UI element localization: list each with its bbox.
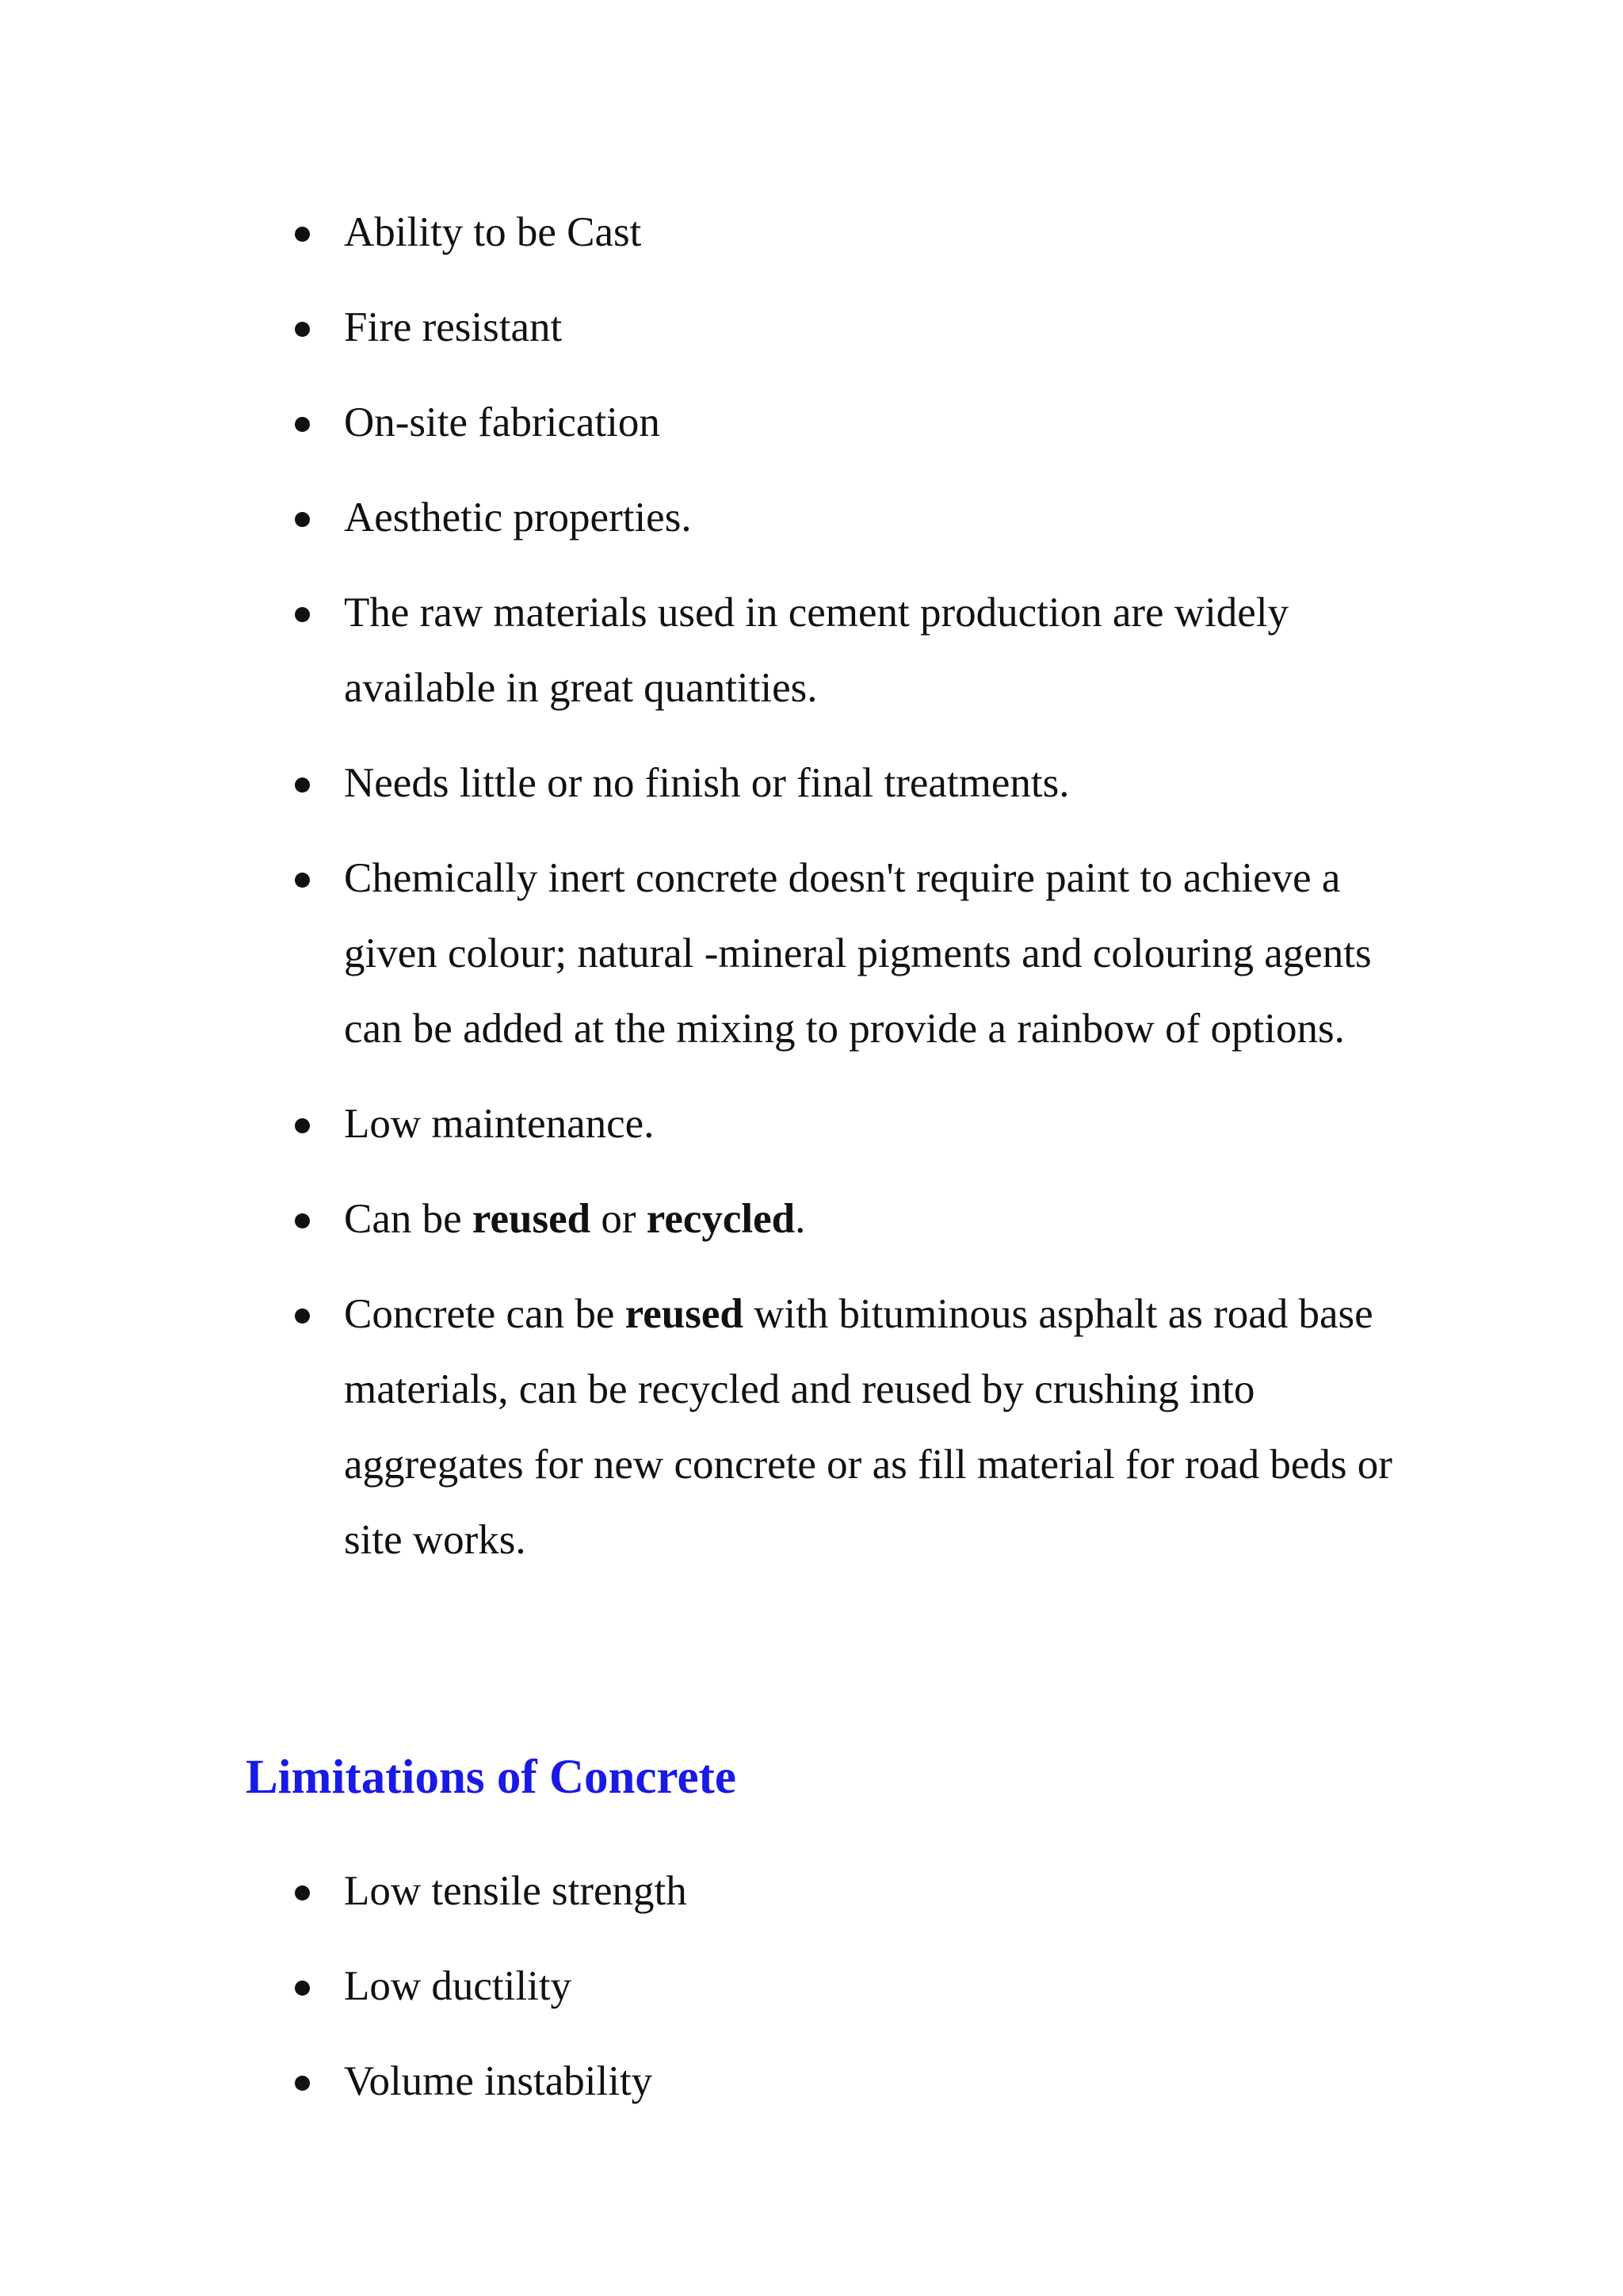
bullet-icon [295, 607, 310, 622]
list-item-text: Volume instability [344, 2058, 653, 2104]
bullet-icon [295, 1118, 310, 1133]
bold-text-recycled: recycled [646, 1196, 796, 1242]
list-item-text: Low ductility [344, 1963, 572, 2009]
bullet-icon [295, 1308, 310, 1324]
bullet-icon [295, 2076, 310, 2091]
bullet-icon [295, 227, 310, 242]
list-item-text: Fire resistant [344, 304, 563, 350]
list-item-text: Ability to be Cast [344, 209, 642, 255]
bullet-icon [295, 873, 310, 888]
list-item [285, 290, 1411, 365]
text-segment: with bituminous asphalt as road base materials, can be recycled and reused by crushing into aggregates for new concrete or as fill material for road beds or site works. [344, 1291, 1392, 1563]
limitations-list [285, 1854, 1411, 2139]
bullet-icon [295, 1981, 310, 1996]
list-item [285, 480, 1411, 556]
list-item-text: Low maintenance. [344, 1101, 655, 1147]
list-item-text: Needs little or no finish or final treatments. [344, 760, 1070, 806]
text-segment: . [795, 1196, 806, 1242]
list-item [285, 1854, 1411, 1929]
bold-text-reused: reused [472, 1196, 591, 1242]
section-heading: Limitations of Concrete [246, 1751, 736, 1804]
list-item-text: Low tensile strength [344, 1868, 687, 1914]
bullet-icon [295, 512, 310, 527]
list-item [285, 385, 1411, 460]
list-item [285, 1949, 1411, 2024]
list-item-concrete-reuse [285, 1277, 1411, 1578]
list-item [285, 2044, 1411, 2119]
list-item-text: Chemically inert concrete doesn't require paint to achieve a given colour; natural -mineral pigments and colouring agents can be added at the mixing to provide a rainbow of options. [344, 855, 1372, 1052]
bullet-icon [295, 1213, 310, 1228]
bullet-icon [295, 417, 310, 432]
list-item [285, 575, 1411, 726]
advantages-list [285, 195, 1411, 1598]
list-item-text: On-site fabrication [344, 399, 660, 445]
list-item-reuse [285, 1182, 1411, 1257]
list-item [285, 1087, 1411, 1162]
bold-text-reused: reused [624, 1291, 743, 1337]
text-segment: or [590, 1196, 647, 1242]
list-item [285, 746, 1411, 821]
list-item [285, 195, 1411, 270]
text-segment: Concrete can be [344, 1291, 625, 1337]
bullet-icon [295, 1885, 310, 1901]
list-item [285, 841, 1411, 1067]
list-item-text: The raw materials used in cement production are widely available in great quantities. [344, 590, 1289, 711]
text-segment: Can be [344, 1196, 472, 1242]
bullet-icon [295, 777, 310, 793]
bullet-icon [295, 322, 310, 337]
list-item-text: Aesthetic properties. [344, 495, 692, 541]
